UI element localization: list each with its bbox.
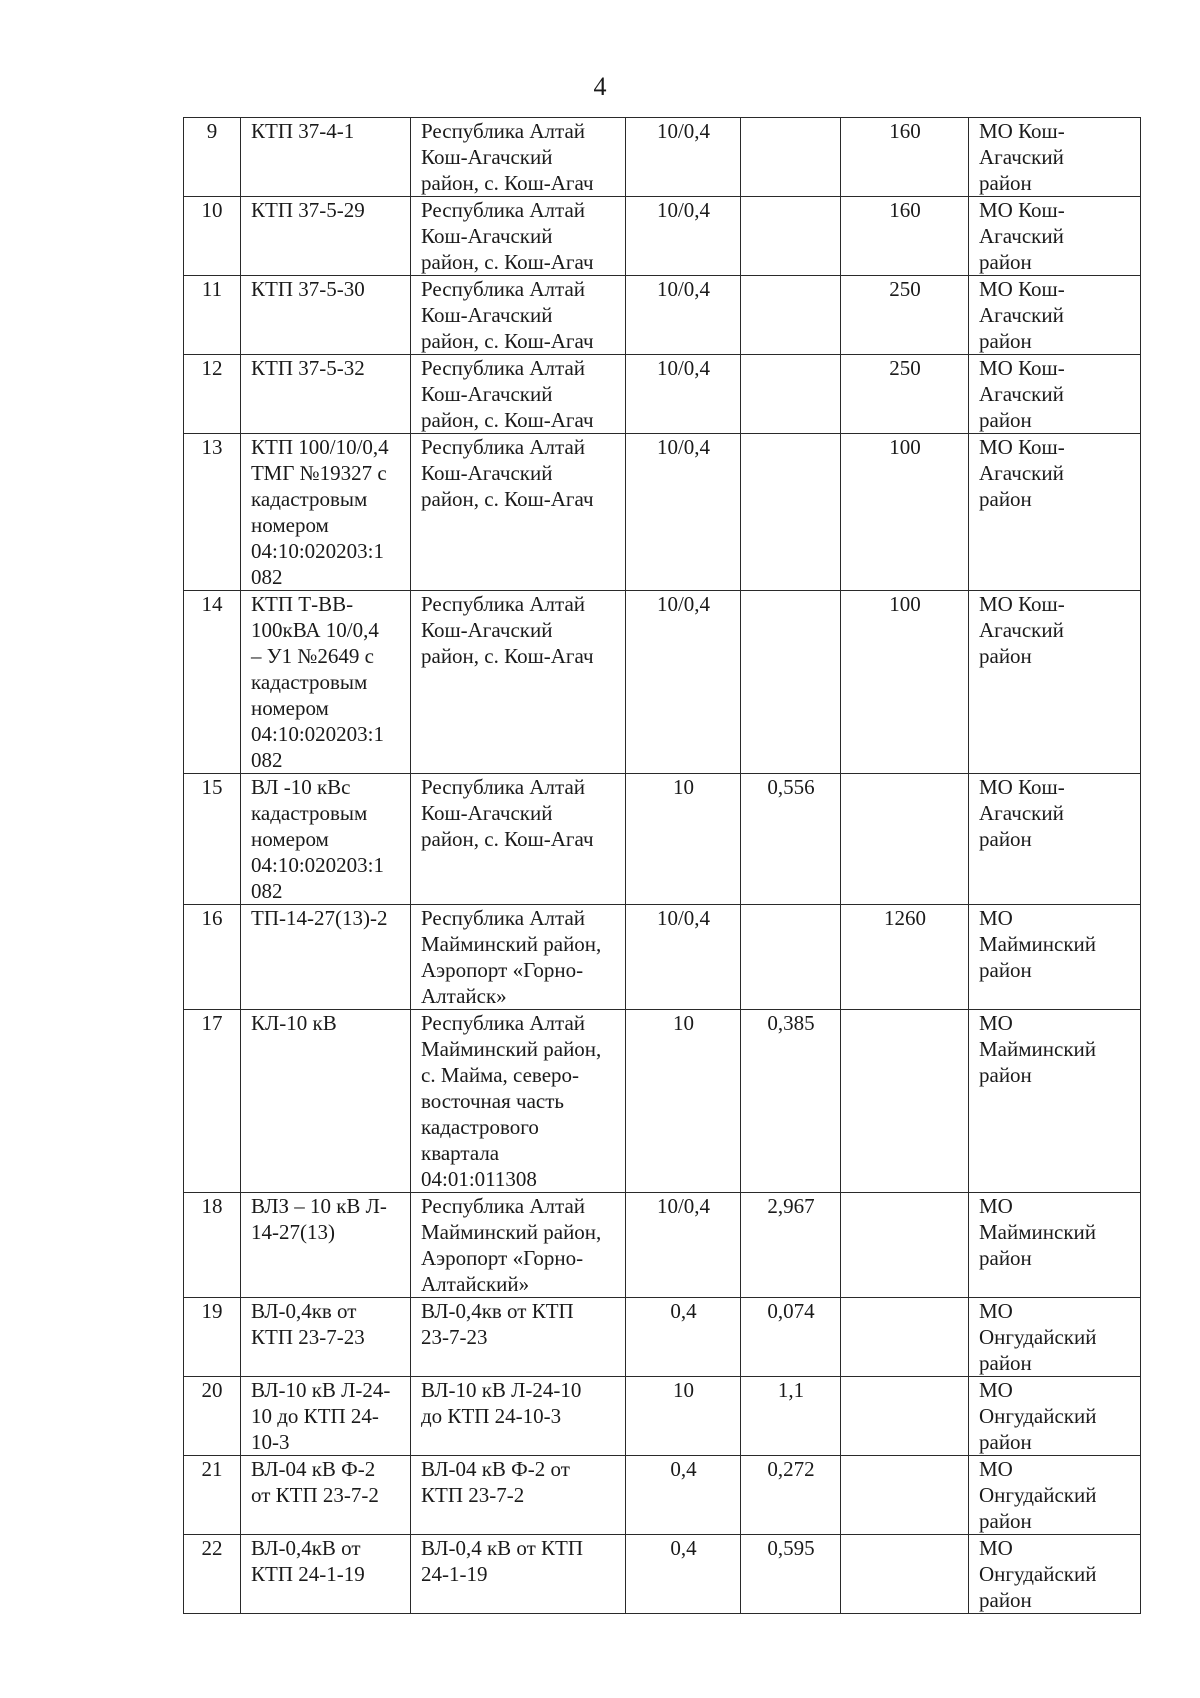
address-line: район, с. Кош-Агач <box>421 408 594 432</box>
power-cell: 250 <box>841 355 969 434</box>
owner-line: Агачский <box>979 382 1064 406</box>
owner-line: район <box>979 171 1032 195</box>
object-name-cell <box>241 1535 411 1614</box>
address-cell <box>411 1010 626 1193</box>
address-line: ВЛ-04 кВ Ф-2 от <box>421 1457 570 1481</box>
voltage-cell: 10/0,4 <box>626 591 741 774</box>
power-cell: 100 <box>841 434 969 591</box>
object-name-cell <box>241 1193 411 1298</box>
voltage-cell: 10 <box>626 1377 741 1456</box>
row-number-cell: 22 <box>184 1535 241 1614</box>
owner-line: район <box>979 644 1032 668</box>
address-line: Республика Алтай <box>421 435 586 459</box>
object-name-line: КТП 37-4-1 <box>251 119 355 143</box>
object-name-line: ВЛ-0,4кВ от <box>251 1536 361 1560</box>
owner-line: район <box>979 827 1032 851</box>
address-line: район, с. Кош-Агач <box>421 644 594 668</box>
address-line: ВЛ-10 кВ Л-24-10 <box>421 1378 582 1402</box>
power-cell <box>841 1010 969 1193</box>
address-line: кадастрового <box>421 1115 539 1139</box>
address-line: район, с. Кош-Агач <box>421 487 594 511</box>
object-name-line: 14-27(13) <box>251 1220 335 1244</box>
address-line: Майминский район, <box>421 1220 602 1244</box>
owner-cell <box>969 355 1141 434</box>
object-name-cell <box>241 355 411 434</box>
table-row <box>184 1456 1141 1535</box>
power-cell <box>841 1456 969 1535</box>
owner-line: МО <box>979 1457 1013 1481</box>
owner-line: МО Кош- <box>979 592 1065 616</box>
address-line: Майминский район, <box>421 1037 602 1061</box>
voltage-cell: 10/0,4 <box>626 355 741 434</box>
object-name-line: КТП 37-5-29 <box>251 198 365 222</box>
owner-line: МО <box>979 1011 1013 1035</box>
address-cell <box>411 1193 626 1298</box>
object-name-line: ТП-14-27(13)-2 <box>251 906 388 930</box>
address-line: район, с. Кош-Агач <box>421 329 594 353</box>
length-cell: 0,272 <box>741 1456 841 1535</box>
power-cell <box>841 1377 969 1456</box>
length-cell <box>741 118 841 197</box>
address-line: Республика Алтай <box>421 592 586 616</box>
address-line: Республика Алтай <box>421 277 586 301</box>
length-cell: 0,556 <box>741 774 841 905</box>
address-line: Майминский район, <box>421 932 602 956</box>
table-row <box>184 591 1141 774</box>
address-line: Кош-Агачский <box>421 618 553 642</box>
length-cell: 0,595 <box>741 1535 841 1614</box>
voltage-cell: 0,4 <box>626 1298 741 1377</box>
length-cell: 0,074 <box>741 1298 841 1377</box>
length-cell <box>741 276 841 355</box>
address-line: Республика Алтай <box>421 356 586 380</box>
power-cell <box>841 774 969 905</box>
length-cell: 1,1 <box>741 1377 841 1456</box>
address-line: район, с. Кош-Агач <box>421 171 594 195</box>
address-cell <box>411 1377 626 1456</box>
table-row <box>184 1193 1141 1298</box>
address-cell <box>411 905 626 1010</box>
owner-line: Онгудайский <box>979 1325 1097 1349</box>
address-line: ВЛ-0,4 кВ от КТП <box>421 1536 584 1560</box>
object-name-line: кадастровым <box>251 670 368 694</box>
table-row <box>184 1298 1141 1377</box>
row-number-cell: 9 <box>184 118 241 197</box>
object-name-line: 082 <box>251 748 283 772</box>
voltage-cell: 0,4 <box>626 1456 741 1535</box>
owner-cell <box>969 1535 1141 1614</box>
object-name-line: 10-3 <box>251 1430 290 1454</box>
address-line: 04:01:011308 <box>421 1167 537 1191</box>
address-line: Республика Алтай <box>421 775 586 799</box>
address-line: Кош-Агачский <box>421 303 553 327</box>
address-cell <box>411 1535 626 1614</box>
object-name-line: от КТП 23-7-2 <box>251 1483 379 1507</box>
row-number-cell: 21 <box>184 1456 241 1535</box>
address-cell <box>411 276 626 355</box>
address-line: Кош-Агачский <box>421 382 553 406</box>
address-line: Кош-Агачский <box>421 801 553 825</box>
owner-line: Майминский <box>979 932 1096 956</box>
owner-cell <box>969 434 1141 591</box>
length-cell <box>741 434 841 591</box>
object-name-cell <box>241 118 411 197</box>
object-name-cell <box>241 774 411 905</box>
length-cell: 0,385 <box>741 1010 841 1193</box>
object-name-line: 04:10:020203:1 <box>251 722 385 746</box>
voltage-cell: 10/0,4 <box>626 118 741 197</box>
owner-line: Онгудайский <box>979 1404 1097 1428</box>
table-row <box>184 118 1141 197</box>
address-line: Кош-Агачский <box>421 145 553 169</box>
address-line: с. Майма, северо- <box>421 1063 580 1087</box>
owner-cell <box>969 1456 1141 1535</box>
address-line: район, с. Кош-Агач <box>421 250 594 274</box>
row-number-cell: 16 <box>184 905 241 1010</box>
table-body <box>184 118 1141 1614</box>
object-name-line: КТП 37-5-32 <box>251 356 365 380</box>
owner-line: МО <box>979 1194 1013 1218</box>
owner-cell <box>969 591 1141 774</box>
object-name-line: кадастровым <box>251 801 368 825</box>
address-line: Аэропорт «Горно- <box>421 1246 584 1270</box>
table-row <box>184 1010 1141 1193</box>
table-row <box>184 774 1141 905</box>
power-cell: 160 <box>841 118 969 197</box>
address-line: Республика Алтай <box>421 1194 586 1218</box>
table-row <box>184 355 1141 434</box>
address-line: ВЛ-0,4кв от КТП <box>421 1299 574 1323</box>
length-cell <box>741 591 841 774</box>
address-line: Кош-Агачский <box>421 461 553 485</box>
address-line: Кош-Агачский <box>421 224 553 248</box>
owner-line: Агачский <box>979 461 1064 485</box>
address-line: восточная часть <box>421 1089 564 1113</box>
owner-line: район <box>979 329 1032 353</box>
address-line: Алтайский» <box>421 1272 530 1296</box>
object-name-cell <box>241 276 411 355</box>
object-name-line: ВЛЗ – 10 кВ Л- <box>251 1194 387 1218</box>
row-number-cell: 14 <box>184 591 241 774</box>
address-line: квартала <box>421 1141 500 1165</box>
table-row <box>184 905 1141 1010</box>
owner-line: Агачский <box>979 224 1064 248</box>
row-number-cell: 15 <box>184 774 241 905</box>
owner-line: МО <box>979 1536 1013 1560</box>
power-cell <box>841 1298 969 1377</box>
length-cell: 2,967 <box>741 1193 841 1298</box>
owner-line: Майминский <box>979 1220 1096 1244</box>
object-name-line: 10 до КТП 24- <box>251 1404 379 1428</box>
row-number-cell: 12 <box>184 355 241 434</box>
page-number: 4 <box>593 72 607 101</box>
voltage-cell: 10/0,4 <box>626 434 741 591</box>
owner-cell <box>969 1377 1141 1456</box>
object-name-cell <box>241 905 411 1010</box>
object-name-cell <box>241 1010 411 1193</box>
power-cell: 100 <box>841 591 969 774</box>
object-name-cell <box>241 197 411 276</box>
object-name-line: 082 <box>251 565 283 589</box>
row-number-cell: 19 <box>184 1298 241 1377</box>
address-cell <box>411 774 626 905</box>
row-number-cell: 20 <box>184 1377 241 1456</box>
object-name-line: КТП 24-1-19 <box>251 1562 365 1586</box>
object-name-line: кадастровым <box>251 487 368 511</box>
owner-line: Онгудайский <box>979 1483 1097 1507</box>
owner-line: район <box>979 1246 1032 1270</box>
owner-line: Онгудайский <box>979 1562 1097 1586</box>
owner-line: МО Кош- <box>979 119 1065 143</box>
object-name-line: – У1 №2649 с <box>251 644 374 668</box>
row-number-cell: 10 <box>184 197 241 276</box>
owner-cell <box>969 1010 1141 1193</box>
row-number-cell: 11 <box>184 276 241 355</box>
owner-line: Агачский <box>979 145 1064 169</box>
object-name-line: ВЛ-04 кВ Ф-2 <box>251 1457 376 1481</box>
table-row <box>184 434 1141 591</box>
table-row <box>184 1535 1141 1614</box>
object-name-cell <box>241 591 411 774</box>
object-name-line: КТП 23-7-23 <box>251 1325 365 1349</box>
voltage-cell: 10 <box>626 774 741 905</box>
object-name-cell <box>241 1456 411 1535</box>
length-cell <box>741 197 841 276</box>
voltage-cell: 10/0,4 <box>626 905 741 1010</box>
owner-line: МО <box>979 1378 1013 1402</box>
owner-cell <box>969 774 1141 905</box>
address-line: 23-7-23 <box>421 1325 488 1349</box>
row-number-cell: 13 <box>184 434 241 591</box>
object-name-line: ВЛ-0,4кв от <box>251 1299 357 1323</box>
owner-cell <box>969 1193 1141 1298</box>
address-line: Республика Алтай <box>421 198 586 222</box>
owner-line: Агачский <box>979 801 1064 825</box>
row-number-cell: 18 <box>184 1193 241 1298</box>
object-name-line: КЛ-10 кВ <box>251 1011 337 1035</box>
object-name-line: 04:10:020203:1 <box>251 853 385 877</box>
address-cell <box>411 1456 626 1535</box>
object-name-line: КТП 37-5-30 <box>251 277 365 301</box>
power-cell <box>841 1535 969 1614</box>
table-row <box>184 197 1141 276</box>
owner-line: Агачский <box>979 618 1064 642</box>
length-cell <box>741 905 841 1010</box>
owner-line: Агачский <box>979 303 1064 327</box>
owner-cell <box>969 197 1141 276</box>
object-name-line: КТП 100/10/0,4 <box>251 435 389 459</box>
address-cell <box>411 1298 626 1377</box>
voltage-cell: 10/0,4 <box>626 197 741 276</box>
object-name-line: ВЛ-10 кВ Л-24- <box>251 1378 391 1402</box>
owner-line: МО <box>979 1299 1013 1323</box>
owner-line: МО Кош- <box>979 198 1065 222</box>
address-cell <box>411 197 626 276</box>
objects-table <box>183 117 1141 1614</box>
object-name-line: номером <box>251 696 329 720</box>
owner-line: МО Кош- <box>979 356 1065 380</box>
owner-line: район <box>979 250 1032 274</box>
object-name-line: ВЛ -10 кВс <box>251 775 351 799</box>
owner-line: район <box>979 1063 1032 1087</box>
owner-cell <box>969 1298 1141 1377</box>
object-name-line: 100кВА 10/0,4 <box>251 618 379 642</box>
address-line: район, с. Кош-Агач <box>421 827 594 851</box>
owner-line: МО Кош- <box>979 435 1065 459</box>
address-line: Республика Алтай <box>421 1011 586 1035</box>
address-line: до КТП 24-10-3 <box>421 1404 562 1428</box>
voltage-cell: 0,4 <box>626 1535 741 1614</box>
address-cell <box>411 434 626 591</box>
voltage-cell: 10/0,4 <box>626 276 741 355</box>
object-name-cell <box>241 1377 411 1456</box>
owner-line: район <box>979 1430 1032 1454</box>
owner-line: район <box>979 958 1032 982</box>
address-cell <box>411 118 626 197</box>
owner-line: район <box>979 408 1032 432</box>
power-cell: 250 <box>841 276 969 355</box>
address-cell <box>411 591 626 774</box>
owner-line: МО Кош- <box>979 277 1065 301</box>
length-cell <box>741 355 841 434</box>
object-name-cell <box>241 434 411 591</box>
owner-line: МО Кош- <box>979 775 1065 799</box>
address-cell <box>411 355 626 434</box>
voltage-cell: 10/0,4 <box>626 1193 741 1298</box>
address-line: Аэропорт «Горно- <box>421 958 584 982</box>
power-cell: 1260 <box>841 905 969 1010</box>
owner-line: район <box>979 1351 1032 1375</box>
object-name-line: номером <box>251 827 329 851</box>
owner-cell <box>969 276 1141 355</box>
object-name-line: 082 <box>251 879 283 903</box>
object-name-line: номером <box>251 513 329 537</box>
owner-cell <box>969 118 1141 197</box>
row-number-cell: 17 <box>184 1010 241 1193</box>
owner-line: район <box>979 487 1032 511</box>
table-row <box>184 276 1141 355</box>
table-row <box>184 1377 1141 1456</box>
address-line: КТП 23-7-2 <box>421 1483 525 1507</box>
owner-line: район <box>979 1588 1032 1612</box>
owner-line: район <box>979 1509 1032 1533</box>
object-name-cell <box>241 1298 411 1377</box>
owner-line: Майминский <box>979 1037 1096 1061</box>
object-name-line: ТМГ №19327 с <box>251 461 387 485</box>
voltage-cell: 10 <box>626 1010 741 1193</box>
object-name-line: КТП Т-ВВ- <box>251 592 354 616</box>
owner-cell <box>969 905 1141 1010</box>
address-line: Республика Алтай <box>421 119 586 143</box>
address-line: Алтайск» <box>421 984 507 1008</box>
power-cell: 160 <box>841 197 969 276</box>
address-line: 24-1-19 <box>421 1562 488 1586</box>
owner-line: МО <box>979 906 1013 930</box>
address-line: Республика Алтай <box>421 906 586 930</box>
object-name-line: 04:10:020203:1 <box>251 539 385 563</box>
power-cell <box>841 1193 969 1298</box>
